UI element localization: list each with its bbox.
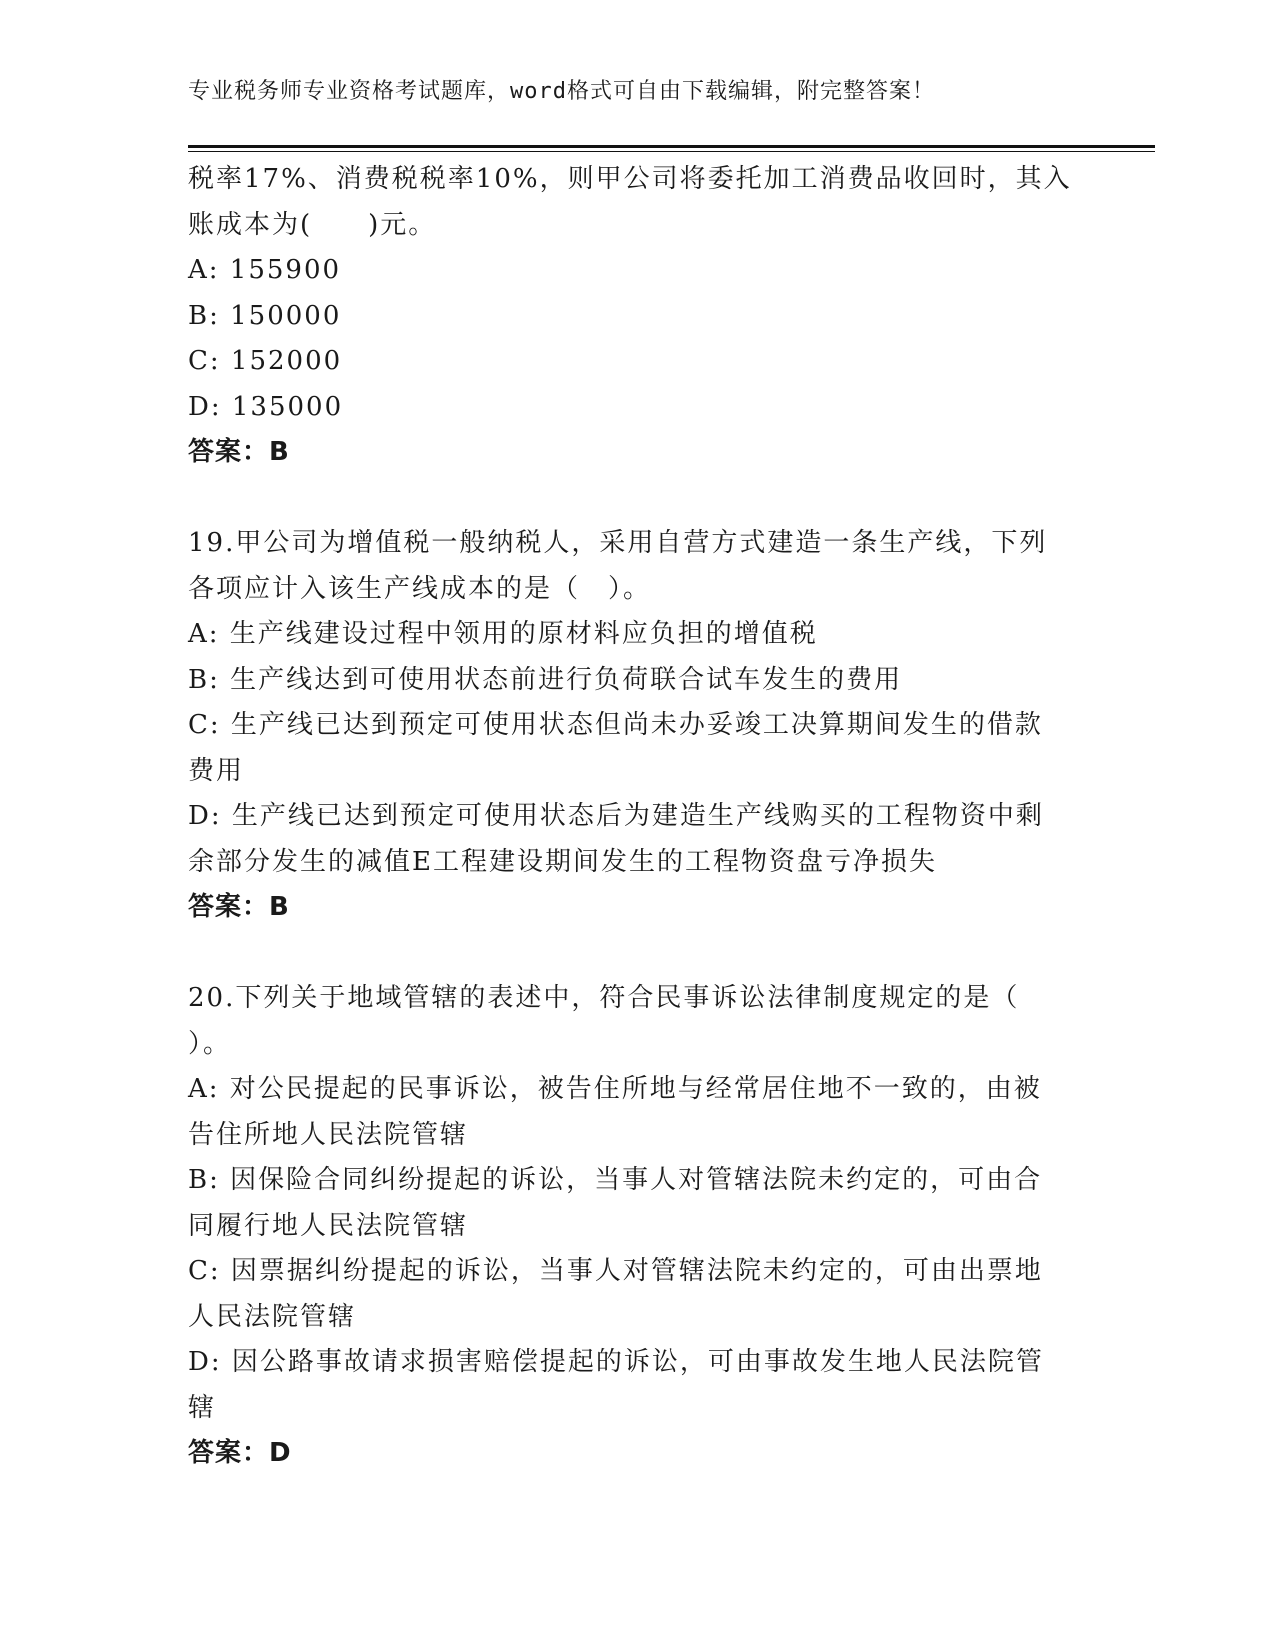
question-20 <box>188 976 1088 1477</box>
option-c: C: 152000 <box>188 346 343 376</box>
question-stem: 各项应计入该生产线成本的是（ ）。 <box>188 573 652 604</box>
option-b: B: 生产线达到可使用状态前进行负荷联合试车发生的费用 <box>188 664 903 695</box>
option-a: A: 对公民提起的民事诉讼，被告住所地与经常居住地不一致的，由被 <box>188 1074 1042 1104</box>
header-rule-thin <box>188 151 1155 152</box>
option-d-continued: 辖 <box>188 1392 217 1423</box>
option-a: A: 生产线建设过程中领用的原材料应负担的增值税 <box>188 619 818 649</box>
option-d: D: 生产线已达到预定可使用状态后为建造生产线购买的工程物资中剩 <box>188 801 1044 831</box>
answer: 答案：B <box>188 437 290 467</box>
answer: 答案：B <box>188 892 290 922</box>
option-a-continued: 告住所地人民法院管辖 <box>188 1119 469 1150</box>
option-b: B: 150000 <box>188 300 342 331</box>
option-b-continued: 同履行地人民法院管辖 <box>188 1210 469 1241</box>
document-body <box>188 157 1088 1477</box>
header-rule-thick <box>188 145 1155 148</box>
question-stem: ）。 <box>188 1028 232 1059</box>
option-c-continued: 人民法院管辖 <box>188 1301 357 1332</box>
question-stem: 税率17%、消费税税率10%，则甲公司将委托加工消费品收回时，其入 <box>188 164 1072 194</box>
option-c: C: 生产线已达到预定可使用状态但尚未办妥竣工决算期间发生的借款 <box>188 710 1043 740</box>
option-a: A: 155900 <box>188 255 342 285</box>
option-c-continued: 费用 <box>188 755 245 786</box>
question-stem: 20.下列关于地域管辖的表述中，符合民事诉讼法律制度规定的是（ <box>188 983 1020 1013</box>
question-19 <box>188 521 1088 931</box>
answer: 答案：D <box>188 1438 292 1468</box>
option-d: D: 因公路事故请求损害赔偿提起的诉讼，可由事故发生地人民法院管 <box>188 1347 1044 1377</box>
question-18 <box>188 157 1088 476</box>
option-d-continued: 余部分发生的减值E工程建设期间发生的工程物资盘亏净损失 <box>188 846 937 877</box>
option-c: C: 因票据纠纷提起的诉讼，当事人对管辖法院未约定的，可由出票地 <box>188 1256 1043 1286</box>
option-d: D: 135000 <box>188 391 344 422</box>
page-header: 专业税务师专业资格考试题库，word格式可自由下载编辑，附完整答案！ <box>188 79 935 104</box>
question-stem: 19.甲公司为增值税一般纳税人，采用自营方式建造一条生产线，下列 <box>188 528 1048 558</box>
question-stem: 账成本为( )元。 <box>188 209 437 240</box>
option-b: B: 因保险合同纠纷提起的诉讼，当事人对管辖法院未约定的，可由合 <box>188 1165 1043 1195</box>
